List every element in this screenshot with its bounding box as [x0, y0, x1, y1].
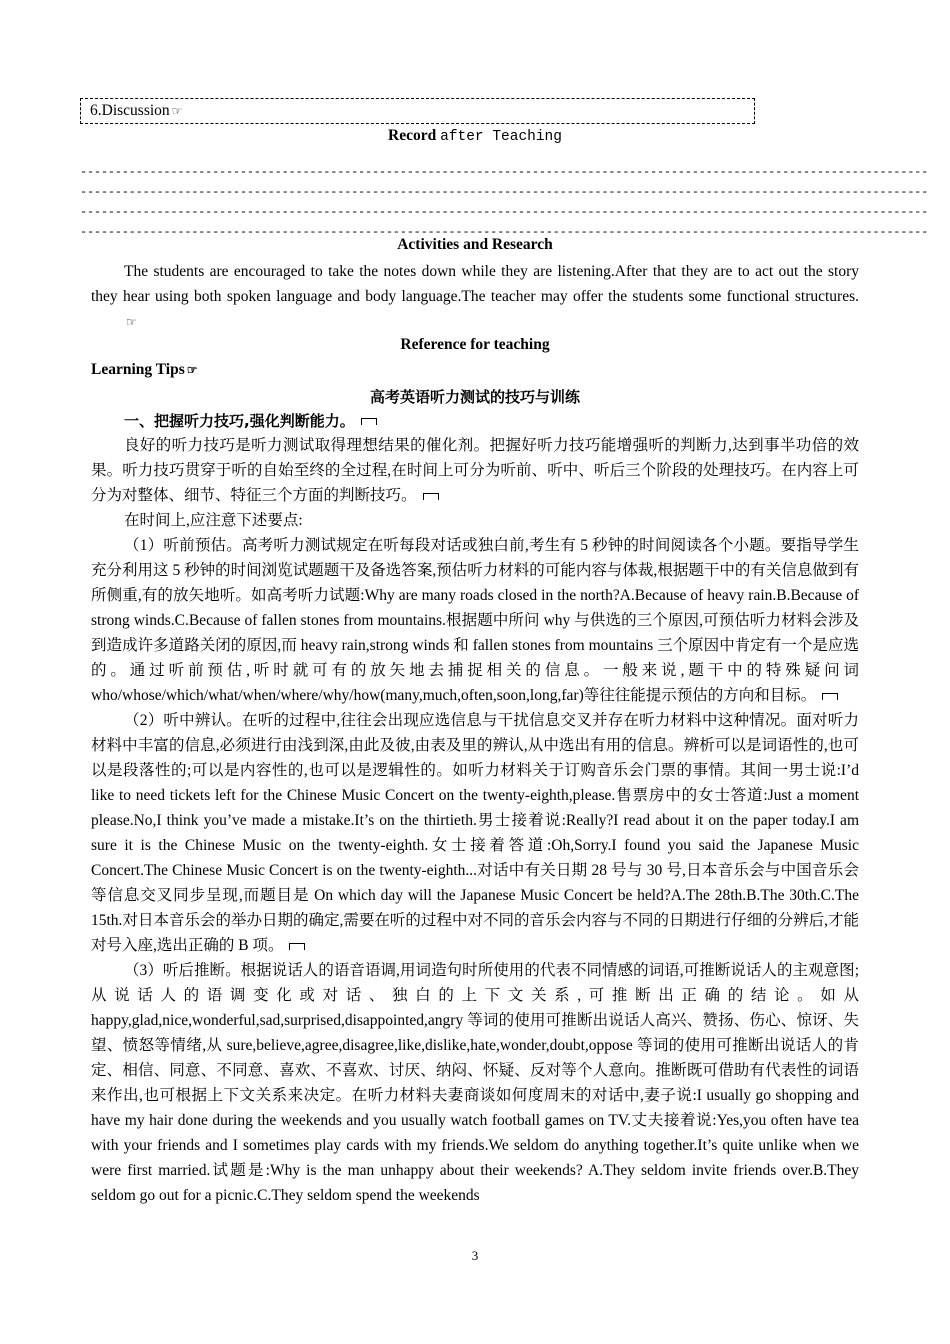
activities-title: Activities and Research: [397, 236, 553, 253]
record-rest: after Teaching: [440, 129, 562, 145]
cn-title: 高考英语听力测试的技巧与训练: [369, 388, 580, 406]
body-text: [91, 433, 859, 1208]
para-intro: 良好的听力技巧是听力测试取得理想结果的催化剂。把握好听力技巧能增强听的判断力,达到事半功倍的效果。听力技巧贯穿于听的自始至终的全过程,在时间上可分为听前、听中、听后三个阶段的处理技巧。在内容上可分为对整体、细节、特征三个方面的判断技巧。: [91, 437, 859, 504]
paragraph-mark-icon: [423, 493, 439, 500]
section1-title: [124, 410, 377, 431]
hand-pointer-icon: ☞: [126, 314, 137, 329]
para-3: （3）听后推断。根据说话人的语音语调,用词造句时所使用的代表不同情感的词语,可推断说话人的主观意图;从说话人的语调变化或对话、独白的上下文关系,可推断出正确的结论。如从 happy,glad,nice,wonderful,sad,surprised,disappointed,angry 等词的使用可推断出说话人高兴、赞扬、伤心、惊讶、失望、愤怒等情绪,从 sure,believe,agree,disagree,like,dislike,hate,wonder,doubt,oppose 等词的使用可推断出说话人的肯定、相信、同意、不同意、喜欢、不喜欢、讨厌、纳闷、怀疑、反对等个人意向。推断既可借助有代表性的词语来作出,也可根据上下文关系来决定。在听力材料夫妻商谈如何度周末的对话中,妻子说:I usually go shopping and have my hair done during the weekends and you usually watch football games on TV.丈夫接着说:Yes,you often have tea with your friends and I sometimes play cards with my friends.We seldom do anything together.It’s quite unlike when we were first married.试题是:Why is the man unhappy about their weekends? A.They seldom invite friends over.B.They seldom go out for a picnic.C.They seldom spend the weekends: [91, 962, 859, 1204]
para-1: （1）听前预估。高考听力测试规定在听每段对话或独白前,考生有 5 秒钟的时间阅读各个小题。要指导学生充分利用这 5 秒钟的时间浏览试题题干及备选答案,预估听力材料的可能内容与体裁,根据题干中的有关信息做到有所侧重,有的放矢地听。如高考听力试题:Why are many roads closed in the north?A.Because of heavy rain.B.Because of strong winds.C.Because of fallen stones from mountains.根据题中所问 why 与供选的三个原因,可预估听力材料会涉及到造成许多道路关闭的原因,而 heavy rain,strong winds 和 fallen stones from mountains 三个原因中肯定有一个是应选的。通过听前预估,听时就可有的放矢地去捕捉相关的信息。一般来说,题干中的特殊疑问词 who/whose/which/what/when/where/why/how(many,much,often,soon,long,far)等往往能提示预估的方向和目标。: [91, 537, 859, 704]
paragraph-mark-icon: [822, 693, 838, 700]
discussion-label: 6.Discussion: [90, 102, 170, 119]
record-title: [80, 127, 870, 145]
record-bold: Record: [388, 127, 437, 144]
hand-pointer-icon: ☞: [186, 362, 198, 377]
reference-title: Reference for teaching: [400, 336, 550, 353]
dash-line: --------------------------------------------------------------------------------------------------------------------------: [80, 185, 929, 199]
section1-title-text: 一、把握听力技巧,强化判断能力。: [124, 412, 355, 430]
discussion-box: [80, 98, 755, 124]
dash-line: --------------------------------------------------------------------------------------------------------------------------: [80, 205, 929, 219]
dash-line: --------------------------------------------------------------------------------------------------------------------------: [80, 165, 929, 179]
learning-tips: [91, 361, 198, 379]
paragraph-mark-icon: [289, 943, 305, 950]
para-time: 在时间上,应注意下述要点:: [124, 512, 303, 529]
hand-pointer-icon: ☞: [171, 104, 183, 119]
dash-line: --------------------------------------------------------------------------------------------------------------------------: [80, 225, 929, 239]
activities-text: The students are encouraged to take the notes down while they are listening.After that they are to act out the story they hear using both spoken language and body language.The teacher may offer the students some functional structures.: [91, 263, 859, 305]
learning-tips-label: Learning Tips: [91, 361, 185, 378]
page-number: 3: [471, 1248, 479, 1263]
paragraph-mark-icon: [361, 418, 377, 425]
para-2: （2）听中辨认。在听的过程中,往往会出现应选信息与干扰信息交叉并存在听力材料中这种情况。面对听力材料中丰富的信息,必须进行由浅到深,由此及彼,由表及里的辨认,从中选出有用的信息。辨析可以是词语性的,也可以是段落性的;可以是内容性的,也可以是逻辑性的。如听力材料关于订购音乐会门票的事情。其间一男士说:I’d like to need tickets left for the Chinese Music Concert on the twenty-eighth,please.售票房中的女士答道:Just a moment please.No,I think you’ve made a mistake.It’s on the thirtieth.男士接着说:Really?I read about it on the paper today.I am sure it is the Chinese Music on the twenty-eighth.女士接着答道:Oh,Sorry.I found you said the Japanese Music Concert.The Chinese Music Concert is on the twenty-eighth...对话中有关日期 28 号与 30 号,日本音乐会与中国音乐会等信息交叉同步呈现,而题目是 On which day will the Japanese Music Concert be held?A.The 28th.B.The 30th.C.The 15th.对日本音乐会的举办日期的确定,需要在听的过程中对不同的音乐会内容与不同的日期进行仔细的分辨后,才能对号入座,选出正确的 B 项。: [91, 712, 859, 954]
activities-paragraph: [91, 259, 859, 335]
